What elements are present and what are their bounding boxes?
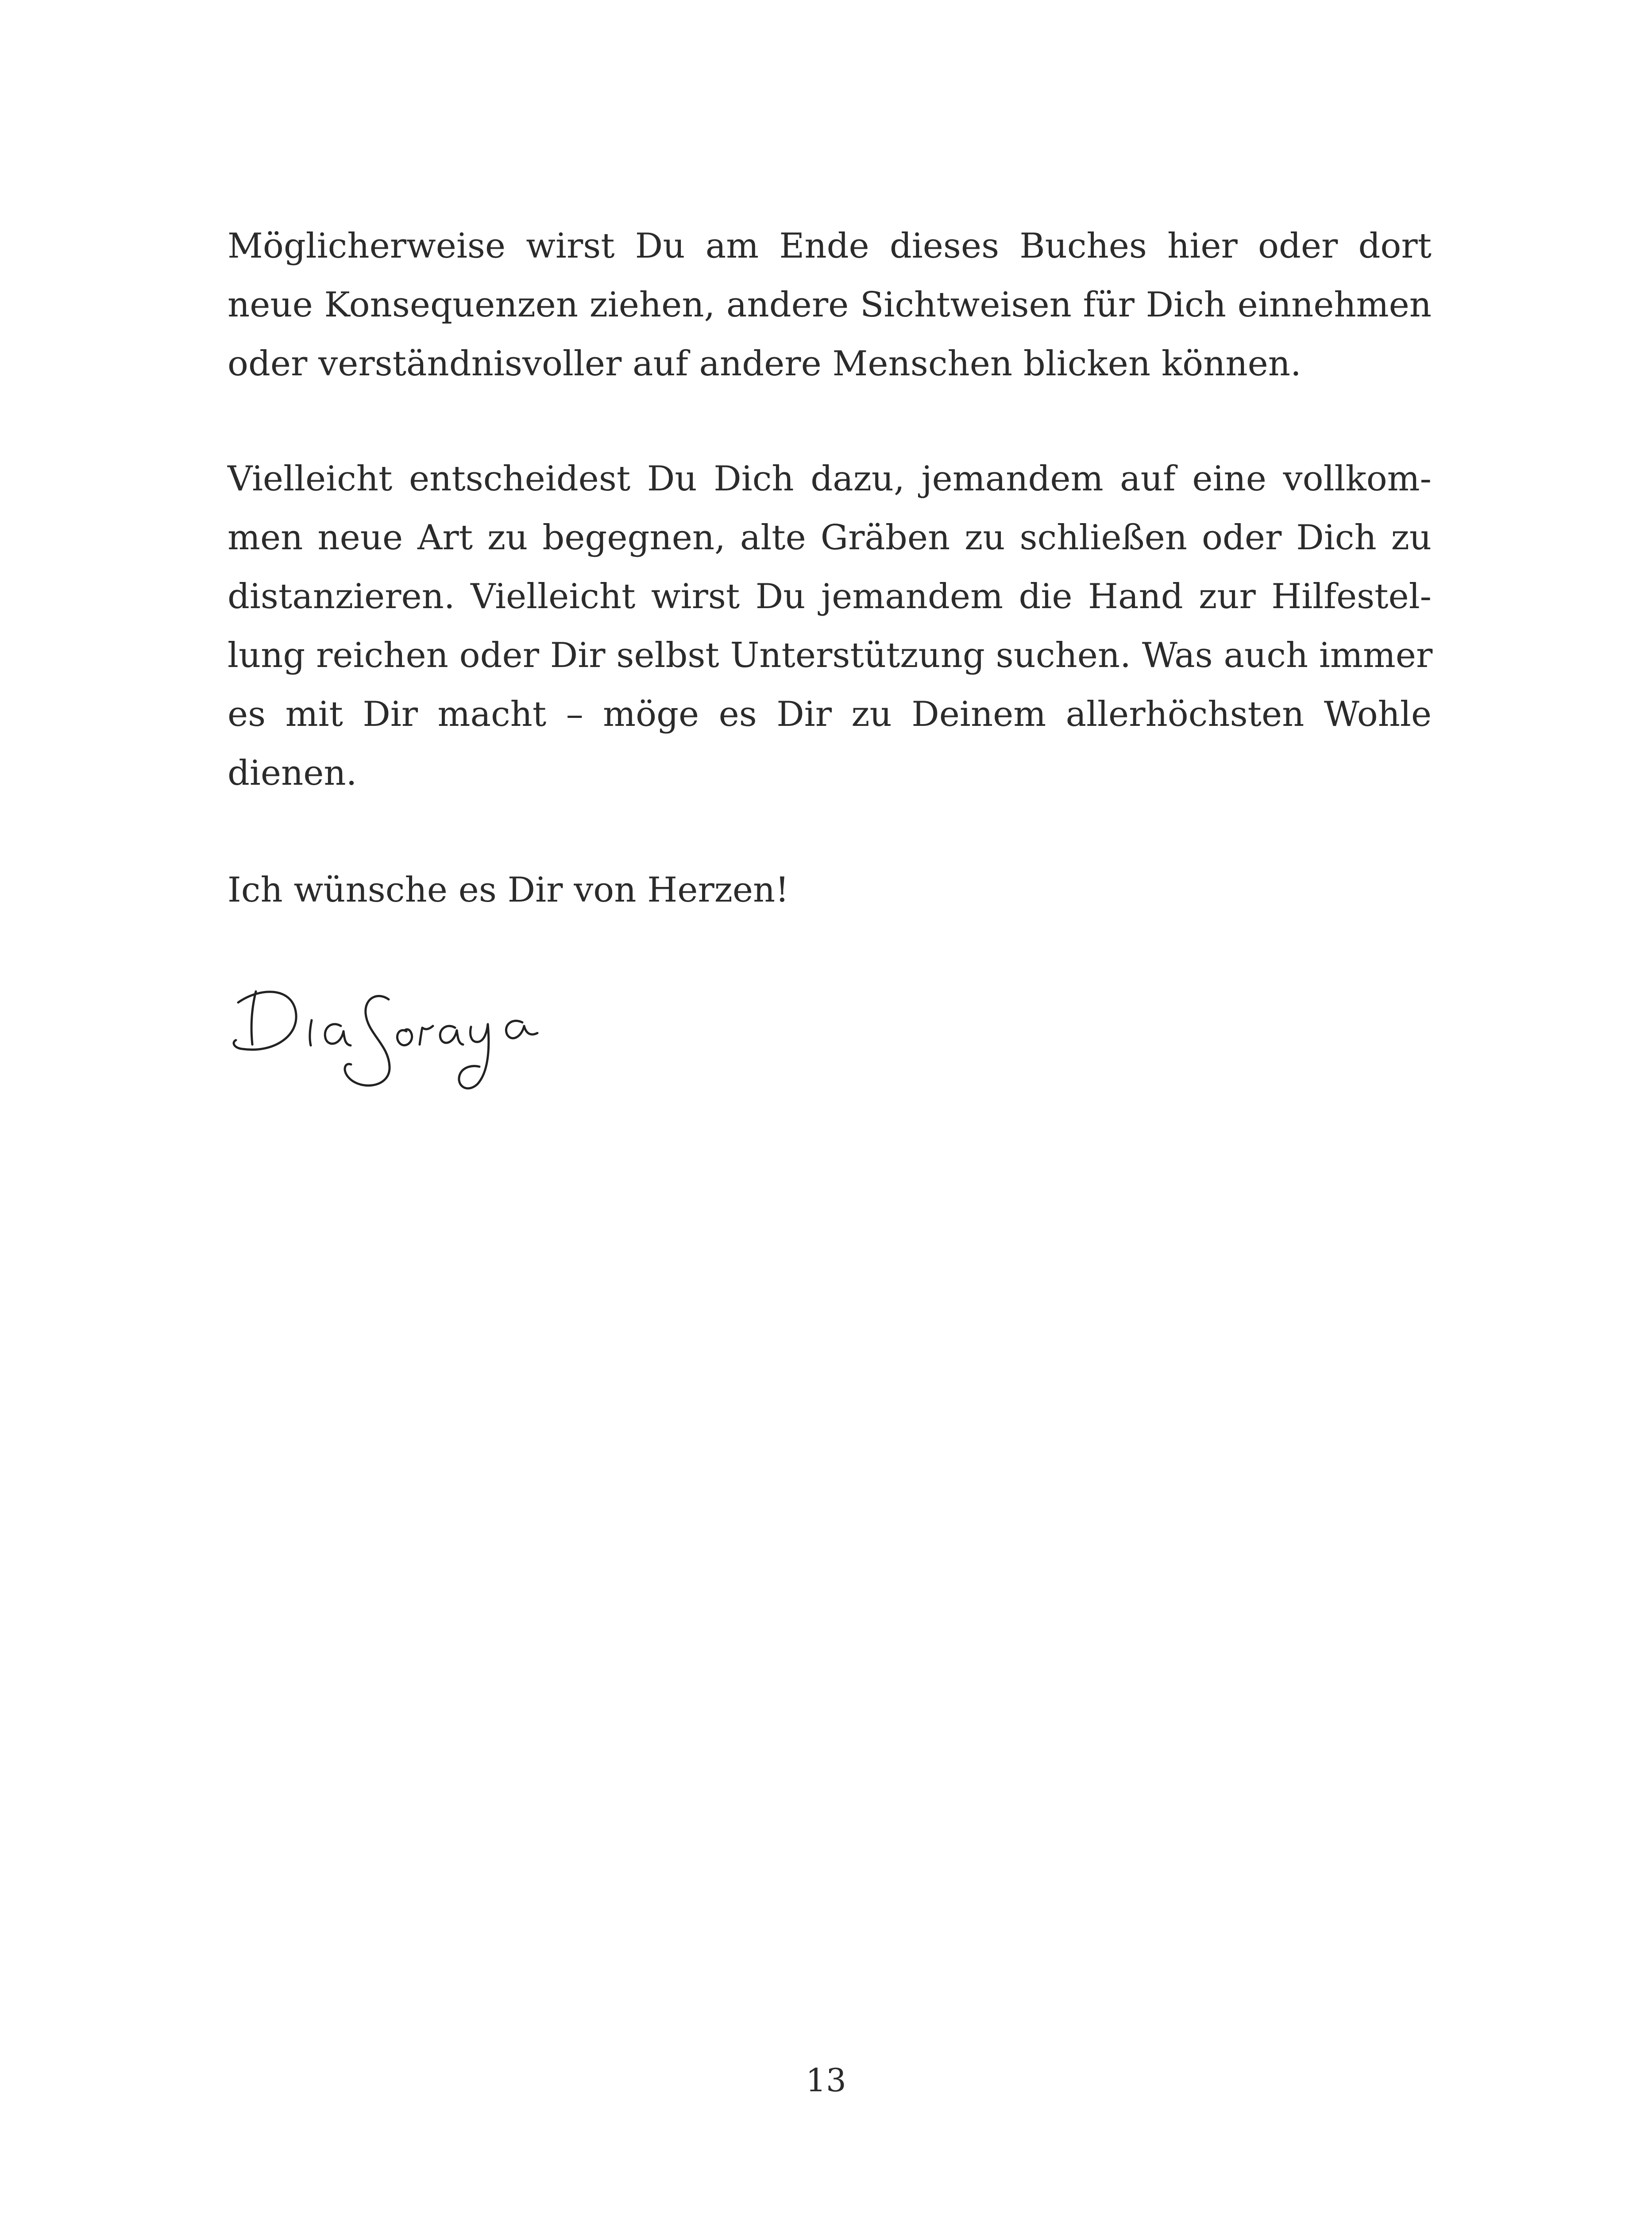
paragraph-1 xyxy=(228,217,1432,393)
paragraph-line: distanzieren. Vielleicht wirst Du jemandem die Hand zur Hilfestel- xyxy=(228,577,1432,617)
closing-line: Ich wünsche es Dir von Herzen! xyxy=(228,870,789,910)
paragraph-line: es mit Dir macht – möge es Dir zu Deinem allerhöchsten Wohle xyxy=(228,694,1432,734)
paragraph-2 xyxy=(228,450,1432,803)
paragraph-line: neue Konsequenzen ziehen, andere Sichtweisen für Dich einnehmen xyxy=(228,285,1432,325)
page-number: 13 xyxy=(806,2062,846,2099)
paragraph-3 xyxy=(228,861,1432,920)
paragraph-line: Vielleicht entscheidest Du Dich dazu, jemandem auf eine vollkom- xyxy=(228,459,1432,499)
paragraph-line: lung reichen oder Dir selbst Unterstützung suchen. Was auch immer xyxy=(228,636,1433,675)
paragraph-line: dienen. xyxy=(228,753,357,793)
paragraph-line: oder verständnisvoller auf andere Menschen blicken können. xyxy=(228,344,1301,384)
paragraph-line: men neue Art zu begegnen, alte Gräben zu schließen oder Dich zu xyxy=(228,518,1432,558)
paragraph-line: Möglicherweise wirst Du am Ende dieses Buches hier oder dort xyxy=(228,226,1432,266)
handwritten-signature xyxy=(225,978,544,1102)
